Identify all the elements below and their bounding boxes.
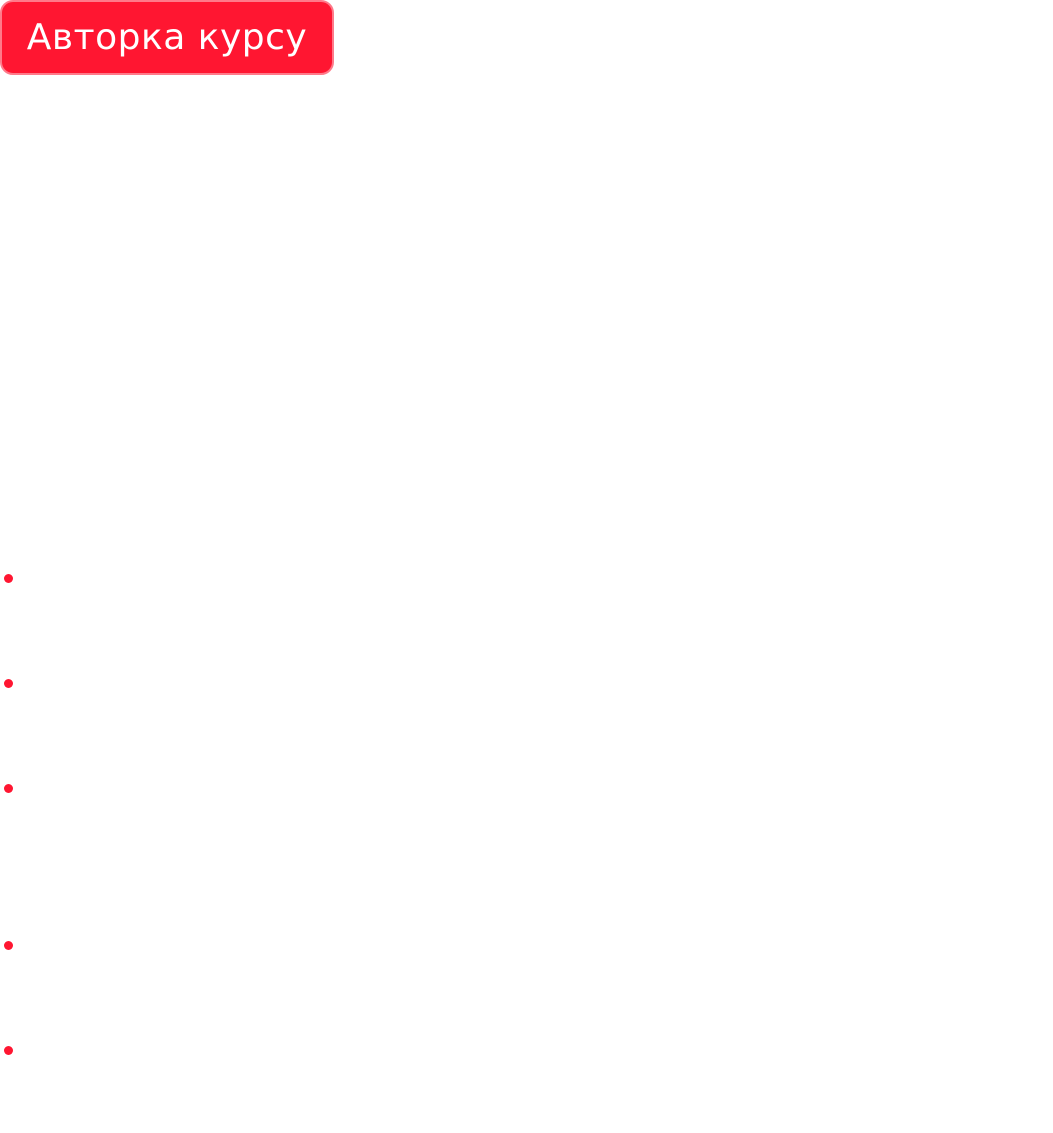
author-badge-label: Авторка курсу: [26, 17, 308, 58]
bullet-dot-icon: [4, 574, 13, 583]
bullet-dot-icon: [4, 1046, 13, 1055]
bullet-dot-icon: [4, 784, 13, 793]
author-badge: [0, 0, 334, 75]
bullet-dot-icon: [4, 679, 13, 688]
bullet-dot-icon: [4, 941, 13, 950]
